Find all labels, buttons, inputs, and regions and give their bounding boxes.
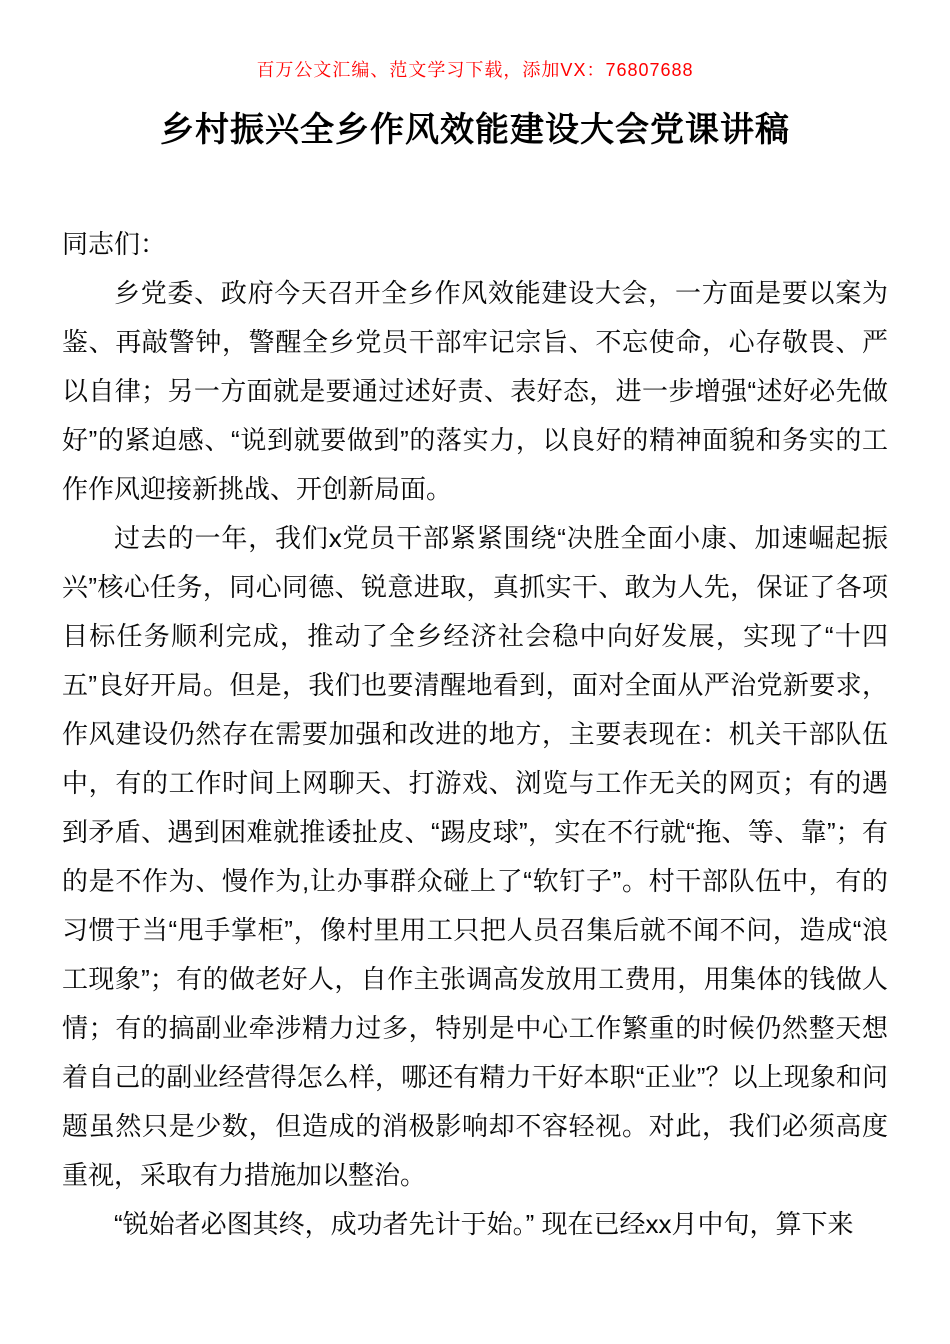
paragraph: 过去的一年，我们x党员干部紧紧围绕“决胜全面小康、加速崛起振兴”核心任务，同心同德、锐意进取，真抓实干、敢为人先，保证了各项目标任务顺利完成，推动了全乡经济社会稳中向好发展，实现了“十四五”良好开局。但是，我们也要清醒地看到，面对全面从严治党新要求，作风建设仍然存在需要加强和改进的地方，主要表现在：机关干部队伍中，有的工作时间上网聊天、打游戏、浏览与工作无关的网页；有的遇到矛盾、遇到困难就推诿扯皮、“踢皮球”，实在不行就“拖、等、靠”；有的是不作为、慢作为,让办事群众碰上了“软钉子”。村干部队伍中，有的习惯于当“甩手掌柜”，像村里用工只把人员召集后就不闻不问，造成“浪工现象”；有的做老好人，自作主张调高发放用工费用，用集体的钱做人情；有的搞副业牵涉精力过多，特别是中心工作繁重的时候仍然整天想着自己的副业经营得怎么样，哪还有精力干好本职“正业”？以上现象和问题虽然只是少数，但造成的消极影响却不容轻视。对此，我们必须高度重视，采取有力措施加以整治。 bbox=[62, 523, 888, 1190]
paragraph: “锐始者必图其终，成功者先计于始。” 现在已经xx月中旬，算下来 bbox=[114, 1209, 854, 1239]
header-notice: 百万公文汇编、范文学习下载，添加VX：76807688 bbox=[256, 60, 694, 80]
paragraph-salutation: 同志们： bbox=[62, 229, 167, 259]
document-body bbox=[62, 220, 888, 1249]
paragraph: 乡党委、政府今天召开全乡作风效能建设大会，一方面是要以案为鉴、再敲警钟，警醒全乡党员干部牢记宗旨、不忘使命，心存敬畏、严以自律；另一方面就是要通过述好责、表好态，进一步增强“述好必先做好”的紧迫感、“说到就要做到”的落实力，以良好的精神面貌和务实的工作作风迎接新挑战、开创新局面。 bbox=[62, 278, 888, 504]
document-title: 乡村振兴全乡作风效能建设大会党课讲稿 bbox=[160, 111, 790, 149]
